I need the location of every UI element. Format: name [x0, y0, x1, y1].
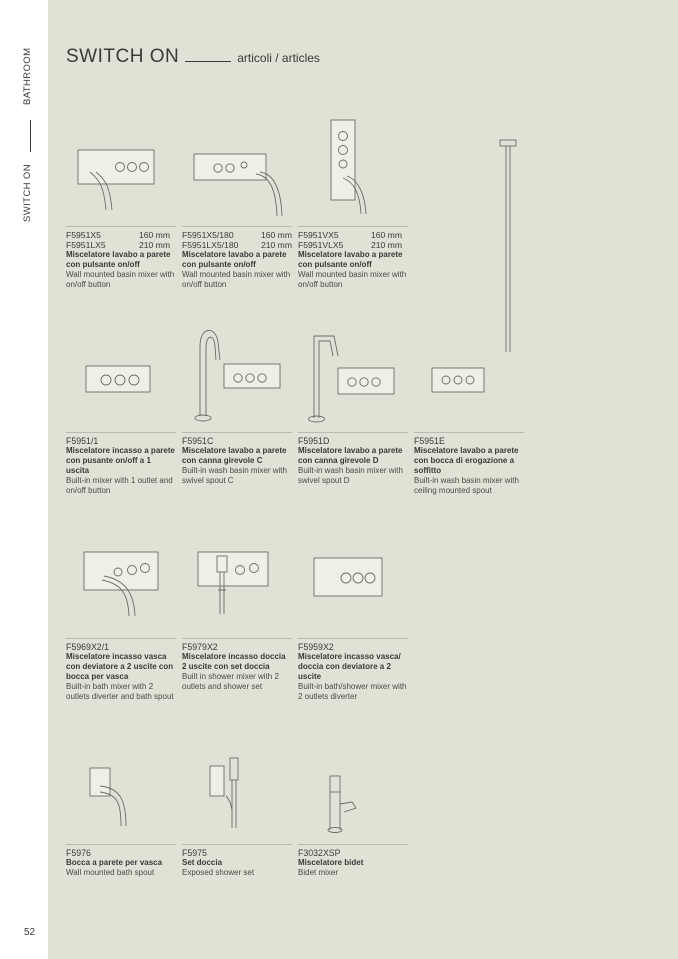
item-rule [66, 226, 176, 227]
code-row [182, 230, 292, 240]
side-label-collection: SWITCH ON [22, 164, 33, 222]
item-rule [298, 638, 408, 639]
page-number: 52 [24, 927, 36, 938]
product-code: F5951LX5 [66, 240, 106, 250]
item-rule [182, 638, 292, 639]
product-drawing-f5976 [88, 762, 144, 832]
product-code: F5951C [182, 436, 214, 446]
product-item-f5959x2 [298, 638, 408, 702]
code-row [66, 230, 176, 240]
description-english: Wall mounted basin mixer with on/off button [66, 270, 175, 289]
product-code: F5951/1 [66, 436, 99, 446]
product-item-f5951-1 [66, 432, 176, 496]
description-italian: Miscelatore lavabo a parete con canna girevole C [182, 446, 287, 465]
description-italian: Bocca a parete per vasca [66, 858, 163, 867]
code-row [298, 230, 408, 240]
item-rule [298, 432, 408, 433]
product-item-f5979x2 [182, 638, 292, 692]
product-drawing-f3032xsp [322, 772, 362, 834]
product-drawing-f5951c [186, 320, 288, 424]
side-label-section: BATHROOM [22, 47, 33, 105]
subtitle-italian: articoli [237, 51, 272, 65]
product-code: F5959X2 [298, 642, 334, 652]
product-drawing-ceiling-spout [498, 138, 518, 358]
item-rule [66, 844, 176, 845]
product-drawing-f5951-1 [84, 362, 154, 396]
title-rule [185, 61, 231, 62]
product-code: F5976 [66, 848, 91, 858]
product-code: F5979X2 [182, 642, 218, 652]
description-italian: Miscelatore lavabo a parete con canna girevole D [298, 446, 403, 465]
description-english: Bidet mixer [298, 868, 339, 877]
description-english: Built-in wash basin mixer with swivel spout D [298, 466, 403, 485]
product-item-f5951c [182, 432, 292, 486]
item-rule [182, 432, 292, 433]
product-code: F5969X2/1 [66, 642, 110, 652]
product-item-f5951vx5 [298, 226, 408, 290]
page-title: SWITCH ON [66, 46, 180, 67]
description-italian: Miscelatore incasso vasca/ doccia con deviatore a 2 uscite [298, 652, 401, 681]
product-drawing-f5959x2 [312, 554, 386, 602]
product-item-f5976 [66, 844, 176, 878]
item-rule [298, 844, 408, 845]
item-rule [414, 432, 524, 433]
product-size: 160 mm [260, 230, 292, 240]
product-code: F5951VX5 [298, 230, 339, 240]
description-italian: Miscelatore lavabo a parete con pulsante on/off [298, 250, 403, 269]
description-english: Exposed shower set [182, 868, 255, 877]
description-english: Built-in mixer with 1 outlet and on/off button [66, 476, 173, 495]
description-italian: Miscelatore lavabo a parete con pulsante on/off [66, 250, 171, 269]
item-rule [182, 844, 292, 845]
product-item-f5951x5-180 [182, 226, 292, 290]
product-item-f5951d [298, 432, 408, 486]
subtitle-english: articles [281, 51, 320, 65]
description-english: Built-in bath mixer with 2 outlets diverter and bath spout [66, 682, 174, 701]
description-english: Built-in wash basin mixer with ceiling mounted spout [414, 476, 519, 495]
item-rule [66, 432, 176, 433]
description-italian: Miscelatore incasso doccia 2 uscite con set doccia [182, 652, 286, 671]
product-drawing-f5951d [302, 326, 402, 424]
description-italian: Miscelatore incasso vasca con deviatore a 2 uscite con bocca per vasca [66, 652, 174, 681]
product-item-f3032xsp [298, 844, 408, 878]
product-drawing-f5969x2-1 [82, 548, 168, 620]
side-divider [30, 120, 31, 152]
product-size: 210 mm [138, 240, 170, 250]
description-english: Wall mounted basin mixer with on/off button [182, 270, 291, 289]
page-header [66, 46, 320, 68]
description-italian: Miscelatore incasso a parete con pusante on/off a 1 uscita [66, 446, 175, 475]
product-drawing-f5975 [208, 756, 248, 836]
description-italian: Miscelatore bidet [298, 858, 364, 867]
product-code: F5951D [298, 436, 330, 446]
description-italian: Miscelatore lavabo a parete con pulsante on/off [182, 250, 287, 269]
description-italian: Set doccia [182, 858, 223, 867]
description-english: Built-in wash basin mixer with swivel spout C [182, 466, 287, 485]
description-english: Wall mounted bath spout [66, 868, 155, 877]
description-english: Built-in bath/shower mixer with 2 outlets diverter [298, 682, 407, 701]
product-size: 210 mm [260, 240, 292, 250]
description-english: Wall mounted basin mixer with on/off button [298, 270, 407, 289]
item-rule [182, 226, 292, 227]
item-rule [66, 638, 176, 639]
description-english: Built in shower mixer with 2 outlets and shower set [182, 672, 279, 691]
product-drawing-f5951vx5 [326, 118, 386, 218]
product-item-f5951e [414, 432, 524, 496]
code-row [66, 240, 176, 250]
product-drawing-f5979x2 [196, 546, 272, 620]
code-row [182, 240, 292, 250]
product-drawing-f5951x5-180 [192, 150, 292, 224]
product-code: F5975 [182, 848, 207, 858]
left-margin [0, 0, 48, 959]
product-code: F3032XSP [298, 848, 341, 858]
subtitle-separator: / [271, 51, 282, 65]
product-code: F5951X5/180 [182, 230, 234, 240]
product-size: 160 mm [370, 230, 402, 240]
product-drawing-f5951x5 [76, 148, 162, 214]
description-italian: Miscelatore lavabo a parete con bocca di erogazione a soffitto [414, 446, 519, 475]
product-item-f5969x2-1 [66, 638, 176, 702]
item-rule [298, 226, 408, 227]
product-code: F5951E [414, 436, 445, 446]
product-code: F5951VLX5 [298, 240, 344, 250]
product-drawing-f5951e [430, 364, 488, 398]
code-row [298, 240, 408, 250]
product-code: F5951X5 [66, 230, 101, 240]
product-size: 160 mm [138, 230, 170, 240]
product-size: 210 mm [370, 240, 402, 250]
product-code: F5951LX5/180 [182, 240, 239, 250]
product-item-f5951x5 [66, 226, 176, 290]
product-item-f5975 [182, 844, 292, 878]
